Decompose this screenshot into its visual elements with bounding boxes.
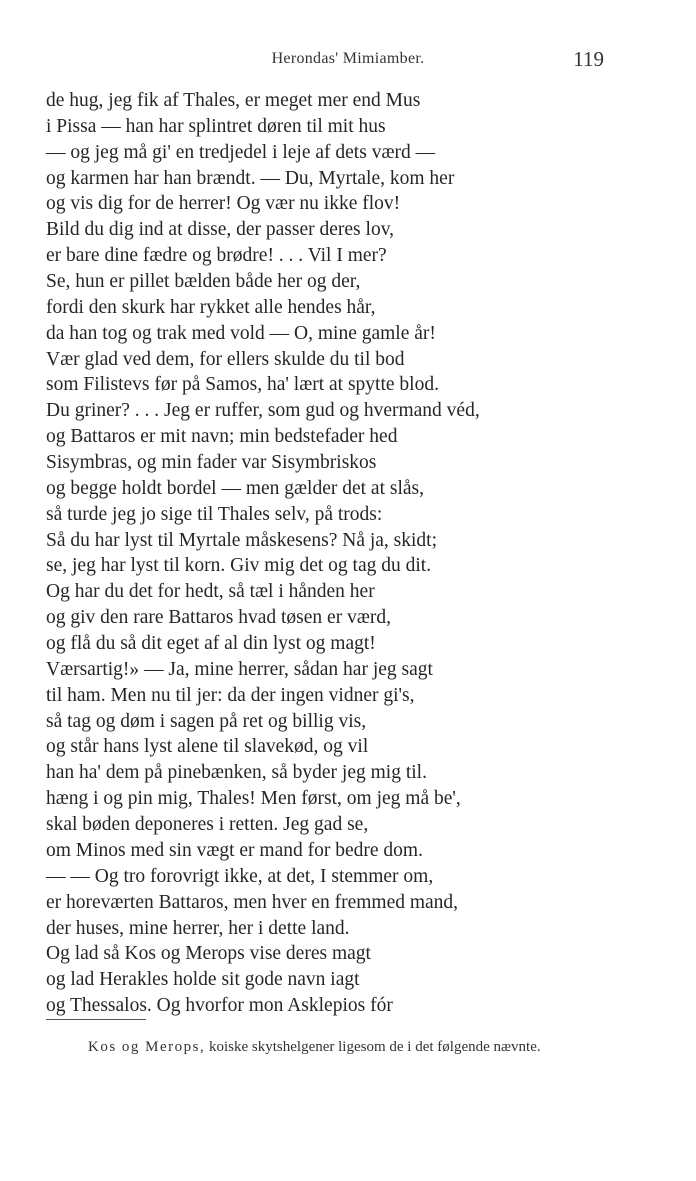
poem-line: i Pissa — han har splintret døren til mit hus: [46, 115, 386, 137]
poem-line: hæng i og pin mig, Thales! Men først, om jeg må be',: [46, 788, 461, 810]
poem-line: som Filistevs før på Samos, ha' lært at spytte blod.: [46, 374, 439, 396]
poem-line: og lad Herakles holde sit gode navn iagt: [46, 969, 360, 991]
footnote: [46, 1036, 616, 1058]
poem-line: og Battaros er mit navn; min bedstefader hed: [46, 426, 398, 448]
poem-line: og står hans lyst alene til slavekød, og vil: [46, 736, 369, 758]
footnote-text: koiske skytshelgener ligesom de i det følgende nævnte.: [205, 1039, 541, 1055]
poem-line: der huses, mine herrer, her i dette land.: [46, 917, 350, 939]
poem-line: de hug, jeg fik af Thales, er meget mer end Mus: [46, 90, 421, 111]
poem-line: Så du har lyst til Myrtale måskesens? Nå ja, skidt;: [46, 529, 438, 551]
poem-line: Du griner? . . . Jeg er ruffer, som gud og hvermand véd,: [46, 400, 480, 422]
running-title: Herondas' Mimiamber.: [271, 50, 425, 67]
poem-line: om Minos med sin vægt er mand for bedre dom.: [46, 839, 423, 861]
page-number: 119: [573, 47, 604, 71]
poem-line: så turde jeg jo sige til Thales selv, på trods:: [46, 503, 383, 525]
poem-line: Bild du dig ind at disse, der passer deres lov,: [46, 219, 395, 241]
poem-line: Sisymbras, og min fader var Sisymbriskos: [46, 452, 377, 474]
poem-line: Og har du det for hedt, så tæl i hånden her: [46, 581, 375, 603]
poem-line: Og lad så Kos og Merops vise deres magt: [46, 943, 371, 965]
poem-line: og flå du så dit eget af al din lyst og magt!: [46, 633, 376, 655]
poem-line: Vær glad ved dem, for ellers skulde du til bod: [46, 348, 405, 370]
poem-line: Værsartig!» — Ja, mine herrer, sådan har jeg sagt: [46, 658, 433, 680]
poem-line: da han tog og trak med vold — O, mine gamle år!: [46, 322, 436, 344]
poem-line: Se, hun er pillet bælden både her og der,: [46, 271, 361, 293]
poem-line: — — Og tro forovrigt ikke, at det, I stemmer om,: [46, 865, 434, 887]
poem-line: og vis dig for de herrer! Og vær nu ikke flov!: [46, 193, 401, 215]
poem-line: han ha' dem på pinebænken, så byder jeg mig til.: [46, 762, 427, 784]
footnote-term: Kos og Merops,: [88, 1039, 206, 1055]
poem-line: så tag og døm i sagen på ret og billig vis,: [46, 710, 367, 732]
poem-line: se, jeg har lyst til korn. Giv mig det og tag du dit.: [46, 555, 432, 577]
poem-line: og Thessalos. Og hvorfor mon Asklepios fór: [46, 995, 393, 1017]
poem-line: er bare dine fædre og brødre! . . . Vil I mer?: [46, 245, 387, 267]
poem-text: [46, 88, 616, 1019]
poem-line: fordi den skurk har rykket alle hendes hår,: [46, 296, 376, 318]
poem-line: — og jeg må gi' en tredjedel i leje af dets værd —: [46, 141, 436, 163]
poem-line: og giv den rare Battaros hvad tøsen er værd,: [46, 607, 391, 629]
poem-line: til ham. Men nu til jer: da der ingen vidner gi's,: [46, 684, 415, 706]
poem-line: og begge holdt bordel — men gælder det at slås,: [46, 477, 425, 499]
poem-line: er horeværten Battaros, men hver en fremmed mand,: [46, 891, 459, 913]
poem-line: skal bøden deponeres i retten. Jeg gad se,: [46, 814, 369, 836]
footnote-divider: [46, 1019, 146, 1020]
poem-line: og karmen har han brændt. — Du, Myrtale, kom her: [46, 167, 455, 189]
running-head: [0, 47, 696, 74]
